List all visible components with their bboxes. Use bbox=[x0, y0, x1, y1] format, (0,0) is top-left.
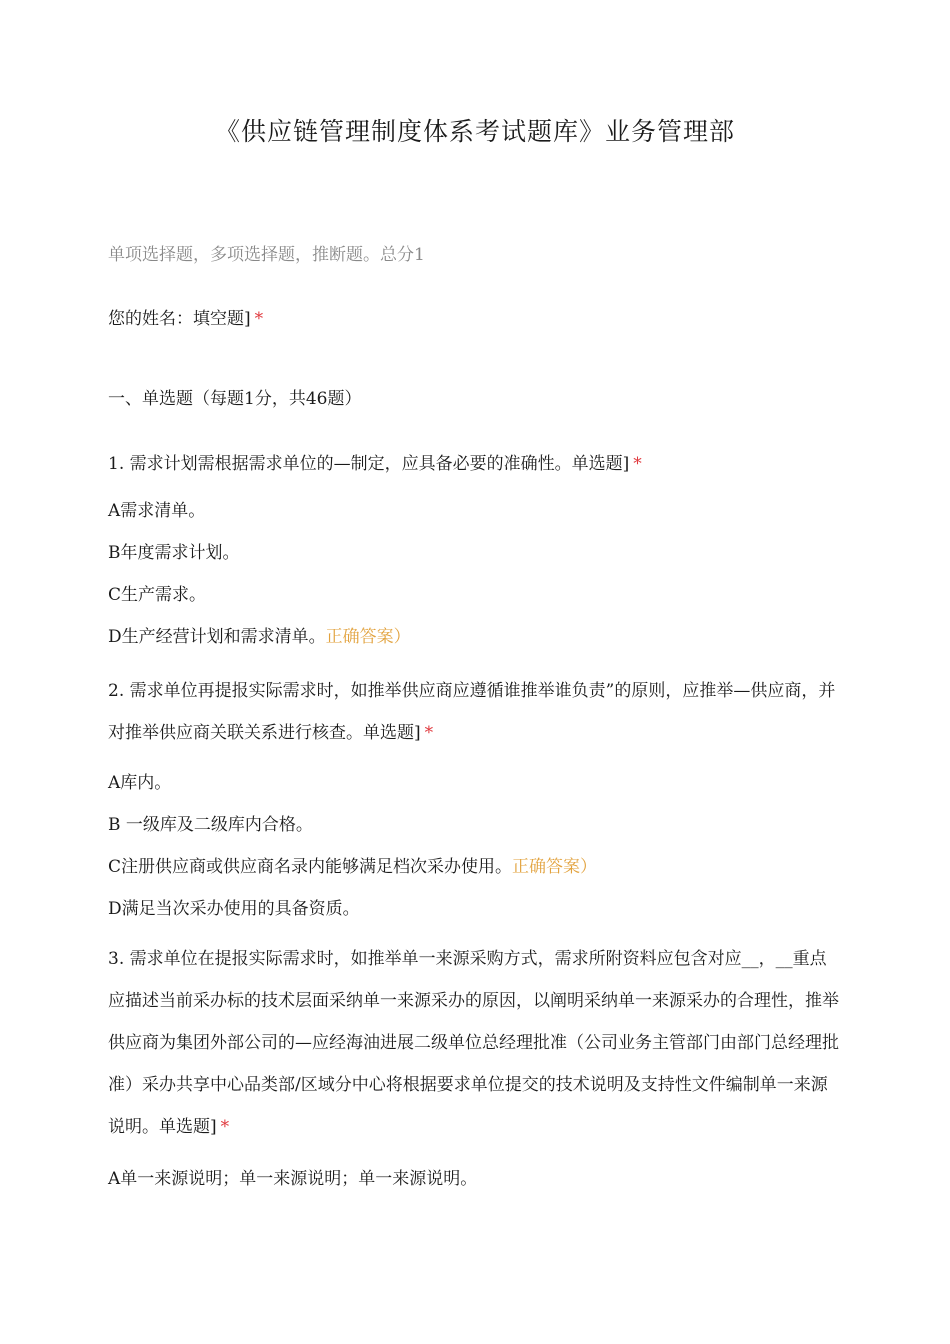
question-2-text: 2. 需求单位再提报实际需求时，如推举供应商应遵循谁推举谁负责”的原则，应推举—供应商，并对推举供应商关联关系进行核查。单选题] bbox=[108, 681, 836, 743]
required-mark: * bbox=[220, 1117, 230, 1137]
question-3-text: 3. 需求单位在提报实际需求时，如推举单一来源采购方式，需求所附资料应包含对应__，__重点应描述当前采办标的技术层面采纳单一来源采办的原因，以阐明采纳单一来源采办的合理性，推举供应商为集团外部公司的—应经海油进展二级单位总经理批准（公司业务主管部门由部门总经理批准）采办共享中心品类部/区域分中心将根据要求单位提交的技术说明及支持性文件编制单一来源说明。单选题] bbox=[108, 949, 839, 1137]
question-2-option-c[interactable]: C注册供应商或供应商名录内能够满足档次采办使用。正确答案） bbox=[108, 857, 598, 877]
question-2-option-b[interactable]: B 一级库及二级库内合格。 bbox=[108, 815, 313, 835]
correct-answer-tag: 正确答案） bbox=[325, 627, 411, 647]
correct-answer-tag: 正确答案） bbox=[512, 857, 598, 877]
required-mark: * bbox=[633, 454, 642, 474]
question-1-option-b[interactable]: B年度需求计划。 bbox=[108, 543, 240, 563]
question-1 bbox=[108, 449, 642, 474]
question-1-option-c[interactable]: C生产需求。 bbox=[108, 585, 207, 605]
section-heading: 一、单选题（每题1分，共46题） bbox=[108, 389, 362, 409]
question-2-option-d[interactable]: D满足当次采办使用的具备资质。 bbox=[108, 899, 360, 919]
question-2 bbox=[108, 670, 843, 754]
exam-subtitle: 单项选择题，多项选择题，推断题。总分1 bbox=[108, 245, 425, 265]
required-mark: * bbox=[254, 309, 264, 329]
required-mark: * bbox=[424, 723, 434, 743]
question-1-option-a[interactable]: A需求清单。 bbox=[108, 501, 206, 521]
name-field-label: 您的姓名：填空题] bbox=[108, 309, 251, 329]
page-title: 《供应链管理制度体系考试题库》业务管理部 bbox=[214, 117, 735, 146]
question-3-option-a[interactable]: A单一来源说明；单一来源说明；单一来源说明。 bbox=[108, 1169, 478, 1189]
question-1-option-d[interactable]: D生产经营计划和需求清单。正确答案） bbox=[108, 627, 411, 647]
question-3 bbox=[108, 938, 843, 1148]
name-field[interactable] bbox=[108, 304, 263, 329]
question-1-text: 1. 需求计划需根据需求单位的—制定，应具备必要的准确性。单选题] bbox=[108, 454, 630, 474]
question-2-option-a[interactable]: A库内。 bbox=[108, 773, 172, 793]
